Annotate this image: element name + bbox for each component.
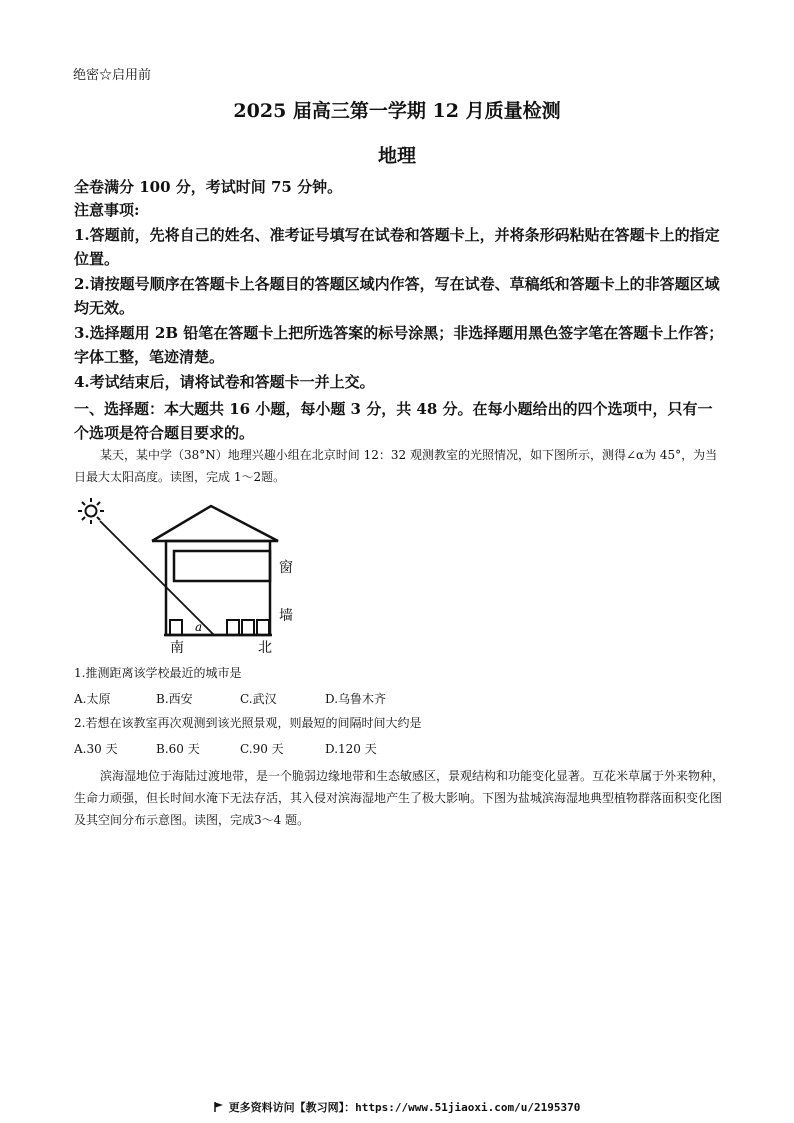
section-heading: 一、选择题：本大题共 16 小题，每小题 3 分，共 48 分。在每小题给出的四个选项中，只有一个选项是符合题目要求的。 (74, 400, 713, 442)
desk-4 (257, 620, 269, 635)
exam-title: 2025 届高三第一学期 12 月质量检测 (233, 100, 561, 122)
question-2-option-a: A.30 天 (74, 742, 118, 756)
south-label: 南 (170, 640, 184, 656)
passage-1: 某天，某中学（38°N）地理兴趣小组在北京时间 12：32 观测教室的光照情况，如下图所示，测得∠α为 45°，为当日最大太阳高度。读图，完成 1～2题。 (74, 448, 718, 484)
footer-link[interactable] (0, 1099, 794, 1115)
question-1-option-b: B.西安 (156, 692, 193, 706)
angle-alpha-label: a (195, 620, 203, 634)
question-2-option-c: C.90 天 (240, 742, 284, 756)
passage-2: 滨海湿地位于海陆过渡地带，是一个脆弱边缘地带和生态敏感区，景观结构和功能变化显著。互花米草属于外来物种，生命力顽强，但长时间水淹下无法存活，其入侵对滨海湿地产生了极大影响。下图为盐城滨海湿地典型植物群落面积变化图及其空间分布示意图。读图，完成3～4 题。 (74, 769, 725, 827)
roof (152, 506, 278, 541)
score-time-line: 全卷满分 100 分，考试时间 75 分钟。 (74, 178, 343, 196)
sun-icon (78, 498, 104, 524)
question-1-option-c: C.武汉 (240, 692, 277, 706)
footer-text: 更多资料访问【教习网】：https://www.51jiaoxi.com/u/2195370 (228, 1101, 581, 1114)
question-2-option-d: D.120 天 (325, 742, 377, 756)
north-label: 北 (258, 640, 272, 656)
question-2-stem: 2.若想在该教室再次观测到该光照景观，则最短的间隔时间大约是 (74, 716, 422, 730)
question-1-option-a: A.太原 (74, 692, 111, 706)
window-label: 窗 (279, 560, 293, 576)
note-2: 2.请按题号顺序在答题卡上各题目的答题区域内作答，写在试卷、草稿纸和答题卡上的非答题区域均无效。 (74, 275, 720, 317)
note-1: 1.答题前，先将自己的姓名、准考证号填写在试卷和答题卡上，并将条形码粘贴在答题卡上的指定位置。 (74, 226, 720, 268)
desk-1 (170, 620, 182, 635)
flag-icon (214, 1102, 223, 1112)
notes-title: 注意事项: (74, 201, 140, 219)
classroom-sunlight-diagram (74, 495, 304, 657)
question-1-option-d: D.乌鲁木齐 (325, 692, 387, 706)
note-3: 3.选择题用 2B 铅笔在答题卡上把所选答案的标号涂黑；非选择题用黑色签字笔在答题卡上作答；字体工整，笔迹清楚。 (74, 324, 724, 366)
note-4: 4.考试结束后，请将试卷和答题卡一并上交。 (74, 373, 375, 391)
question-1-stem: 1.推测距离该学校最近的城市是 (74, 666, 242, 680)
question-2-option-b: B.60 天 (156, 742, 200, 756)
subject-title: 地理 (377, 145, 416, 167)
desk-3 (242, 620, 254, 635)
wall-label: 墙 (279, 608, 293, 624)
confidential-mark: 绝密☆启用前 (73, 68, 152, 83)
desk-2 (227, 620, 239, 635)
window (174, 551, 270, 581)
